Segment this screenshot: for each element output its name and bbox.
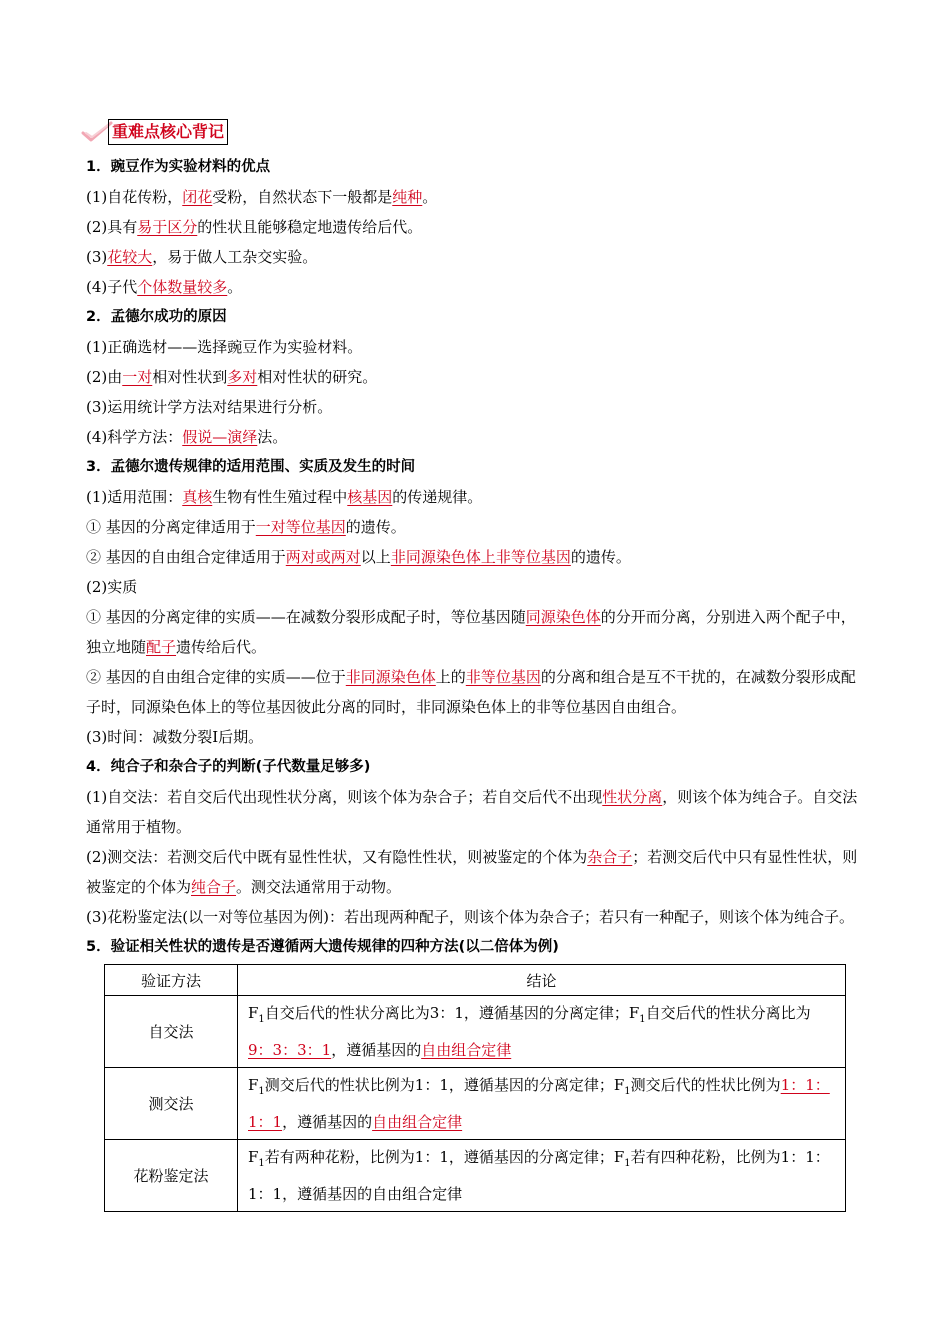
table-row [105,1068,846,1140]
methods-table [104,964,846,1212]
table-row [105,1140,846,1212]
s2-line-2: (2)由一对相对性状到多对相对性状的研究。 [86,368,378,386]
heading-4: 4．纯合子和杂合子的判断(子代数量足够多) [86,759,371,775]
s3-line-6: ② 基因的自由组合定律的实质——位于非同源染色体上的非等位基因的分离和组合是互不干扰的，在减数分裂形成配子时，同源染色体上的等位基因彼此分离的同时，非同源染色体上的非等位基因自由组合。 [86,668,856,716]
s2-line-3: (3)运用统计学方法对结果进行分析。 [86,398,333,416]
table-cell-method: 自交法 [105,996,238,1068]
s1-line-4: (4)子代个体数量较多。 [86,278,243,296]
s1-line-3: (3)花较大，易于做人工杂交实验。 [86,248,318,266]
s4-line-1: (1)自交法：若自交后代出现性状分离，则该个体为杂合子；若自交后代不出现性状分离，则该个体为纯合子。自交法通常用于植物。 [86,788,858,836]
table-cell-method: 测交法 [105,1068,238,1140]
s2-line-4: (4)科学方法：假说—演绎法。 [86,428,288,446]
heading-1: 1．豌豆作为实验材料的优点 [86,159,271,175]
table-cell-conclusion: $F_1$若有两种花粉，比例为1：1，遵循基因的分离定律；$F_1$若有四种花粉，比例为1：1：1：1，遵循基因的自由组合定律 [238,1140,846,1212]
s1-line-2: (2)具有易于区分的性状且能够稳定地遗传给后代。 [86,218,423,236]
s2-line-1: (1)正确选材——选择豌豆作为实验材料。 [86,338,363,356]
s3-line-5: ① 基因的分离定律的实质——在减数分裂形成配子时，等位基因随同源染色体的分开而分离，分别进入两个配子中，独立地随配子遗传给后代。 [86,608,856,656]
table-header-conclusion: 结论 [238,965,846,996]
table-cell-conclusion: $F_1$自交后代的性状分离比为3：1，遵循基因的分离定律；$F_1$自交后代的性状分离比为9：3：3：1，遵循基因的自由组合定律 [238,996,846,1068]
s3-line-4: (2)实质 [86,578,138,596]
s4-line-3: (3)花粉鉴定法(以一对等位基因为例)：若出现两种配子，则该个体为杂合子；若只有一种配子，则该个体为纯合子。 [86,908,854,926]
table-header-method: 验证方法 [105,965,238,996]
document-page [86,112,866,1212]
heading-2: 2．孟德尔成功的原因 [86,309,227,325]
table-row [105,996,846,1068]
s4-line-2: (2)测交法：若测交后代中既有显性性状，又有隐性性状，则被鉴定的个体为杂合子；若测交后代中只有显性性状，则被鉴定的个体为纯合子。测交法通常用于动物。 [86,848,858,896]
s1-line-1: (1)自花传粉，闭花受粉，自然状态下一般都是纯种。 [86,188,438,206]
s3-line-1: (1)适用范围：真核生物有性生殖过程中核基因的传递规律。 [86,488,483,506]
s3-line-2: ① 基因的分离定律适用于一对等位基因的遗传。 [86,518,406,536]
heading-3: 3．孟德尔遗传规律的适用范围、实质及发生的时间 [86,459,416,475]
table-cell-conclusion: $F_1$测交后代的性状比例为1：1，遵循基因的分离定律；$F_1$测交后代的性状比例为1：1：1：1，遵循基因的自由组合定律 [238,1068,846,1140]
table-header-row [105,965,846,996]
s3-line-3: ② 基因的自由组合定律适用于两对或两对以上非同源染色体上非等位基因的遗传。 [86,548,631,566]
section-title-row [80,112,866,152]
s3-line-7: (3)时间：减数分裂Ⅰ后期。 [86,728,264,746]
page-title: 重难点核心背记 [108,119,228,145]
table-cell-method: 花粉鉴定法 [105,1140,238,1212]
heading-5: 5．验证相关性状的遗传是否遵循两大遗传规律的四种方法(以二倍体为例) [86,939,559,955]
